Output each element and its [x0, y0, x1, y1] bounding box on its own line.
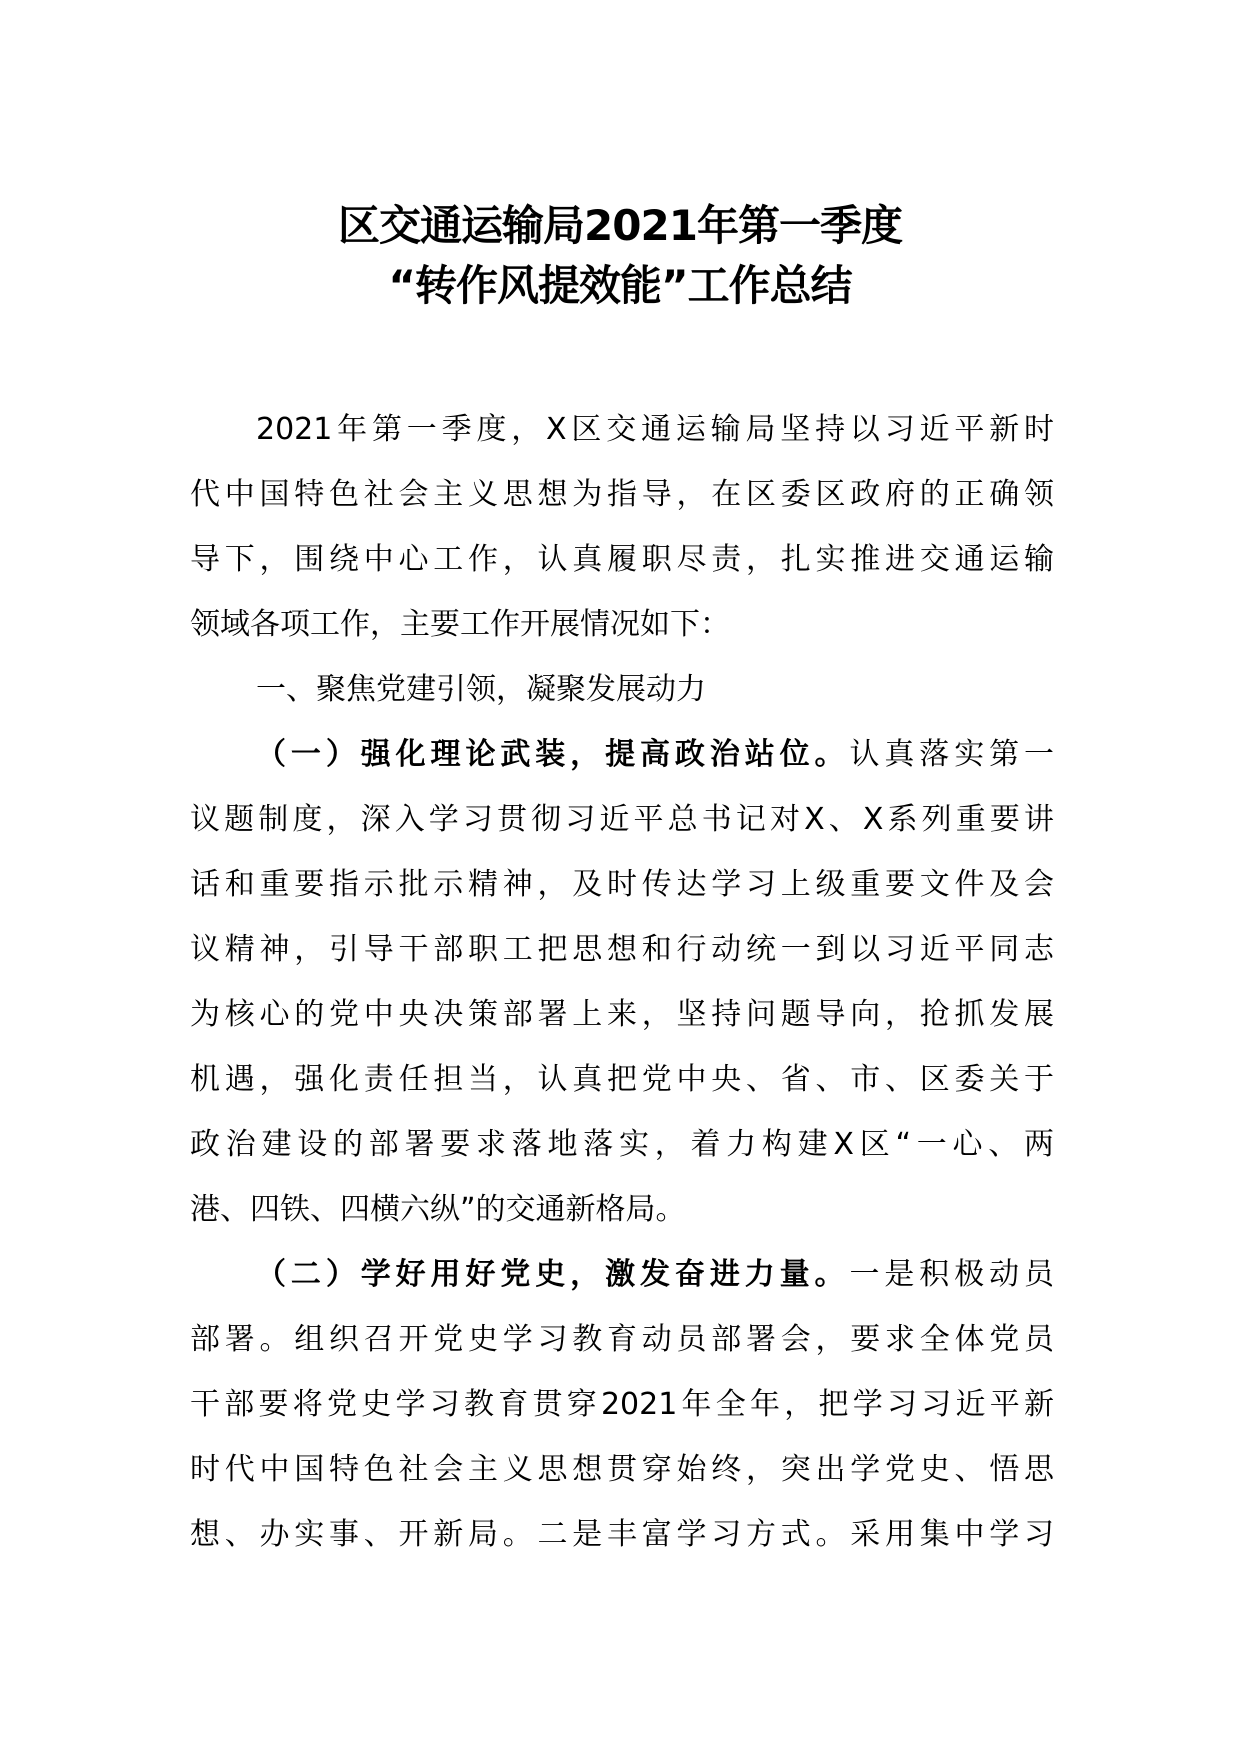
item1-line: 机遇，强化责任担当，认真把党中央、省、市、区委关于 [190, 1062, 1054, 1097]
item1-line: 话和重要指示批示精神，及时传达学习上级重要文件及会 [190, 867, 1054, 902]
item1-line: 港、四铁、四横六纵”的交通新格局。 [190, 1192, 686, 1227]
item2-line: 想、办实事、开新局。二是丰富学习方式。采用集中学习 [190, 1517, 1054, 1552]
intro-line: 导下，围绕中心工作，认真履职尽责，扎实推进交通运输 [190, 542, 1054, 577]
document-title [0, 196, 1240, 316]
item2-line: 时代中国特色社会主义思想贯穿始终，突出学党史、悟思 [190, 1452, 1054, 1487]
item2-line: 部署。组织召开党史学习教育动员部署会，要求全体党员 [190, 1322, 1054, 1357]
section-heading: 一、聚焦党建引领，凝聚发展动力 [256, 672, 706, 707]
item2-line: 干部要将党史学习教育贯穿2021年全年，把学习习近平新 [190, 1387, 1054, 1422]
item2-bold-lead: （二）学好用好党史，激发奋进力量。 [256, 1257, 850, 1292]
title-line-1: 区交通运输局2021年第一季度 [338, 201, 902, 250]
item1-line: 议精神，引导干部职工把思想和行动统一到以习近平同志 [190, 932, 1054, 967]
item1-line: 政治建设的部署要求落地落实，着力构建X区“一心、两 [190, 1127, 1054, 1162]
title-line-2: “转作风提效能”工作总结 [388, 261, 852, 310]
item1-bold-lead: （一）强化理论武装，提高政治站位。 [256, 737, 850, 772]
item1-line: 为核心的党中央决策部署上来，坚持问题导向，抢抓发展 [190, 997, 1054, 1032]
intro-line: 代中国特色社会主义思想为指导，在区委区政府的正确领 [190, 477, 1054, 512]
intro-line: 2021年第一季度，X区交通运输局坚持以习近平新时 [256, 412, 1054, 447]
item2-first-line-rest: 一是积极动员 [849, 1257, 1055, 1292]
item1-line: 议题制度，深入学习贯彻习近平总书记对X、X系列重要讲 [190, 802, 1054, 837]
document-body [190, 397, 1054, 1567]
item1-first-line-rest: 认真落实第一 [849, 737, 1055, 772]
item2-first-line [190, 1242, 1054, 1307]
item1-first-line [190, 722, 1054, 787]
intro-line: 领域各项工作，主要工作开展情况如下： [190, 607, 730, 642]
